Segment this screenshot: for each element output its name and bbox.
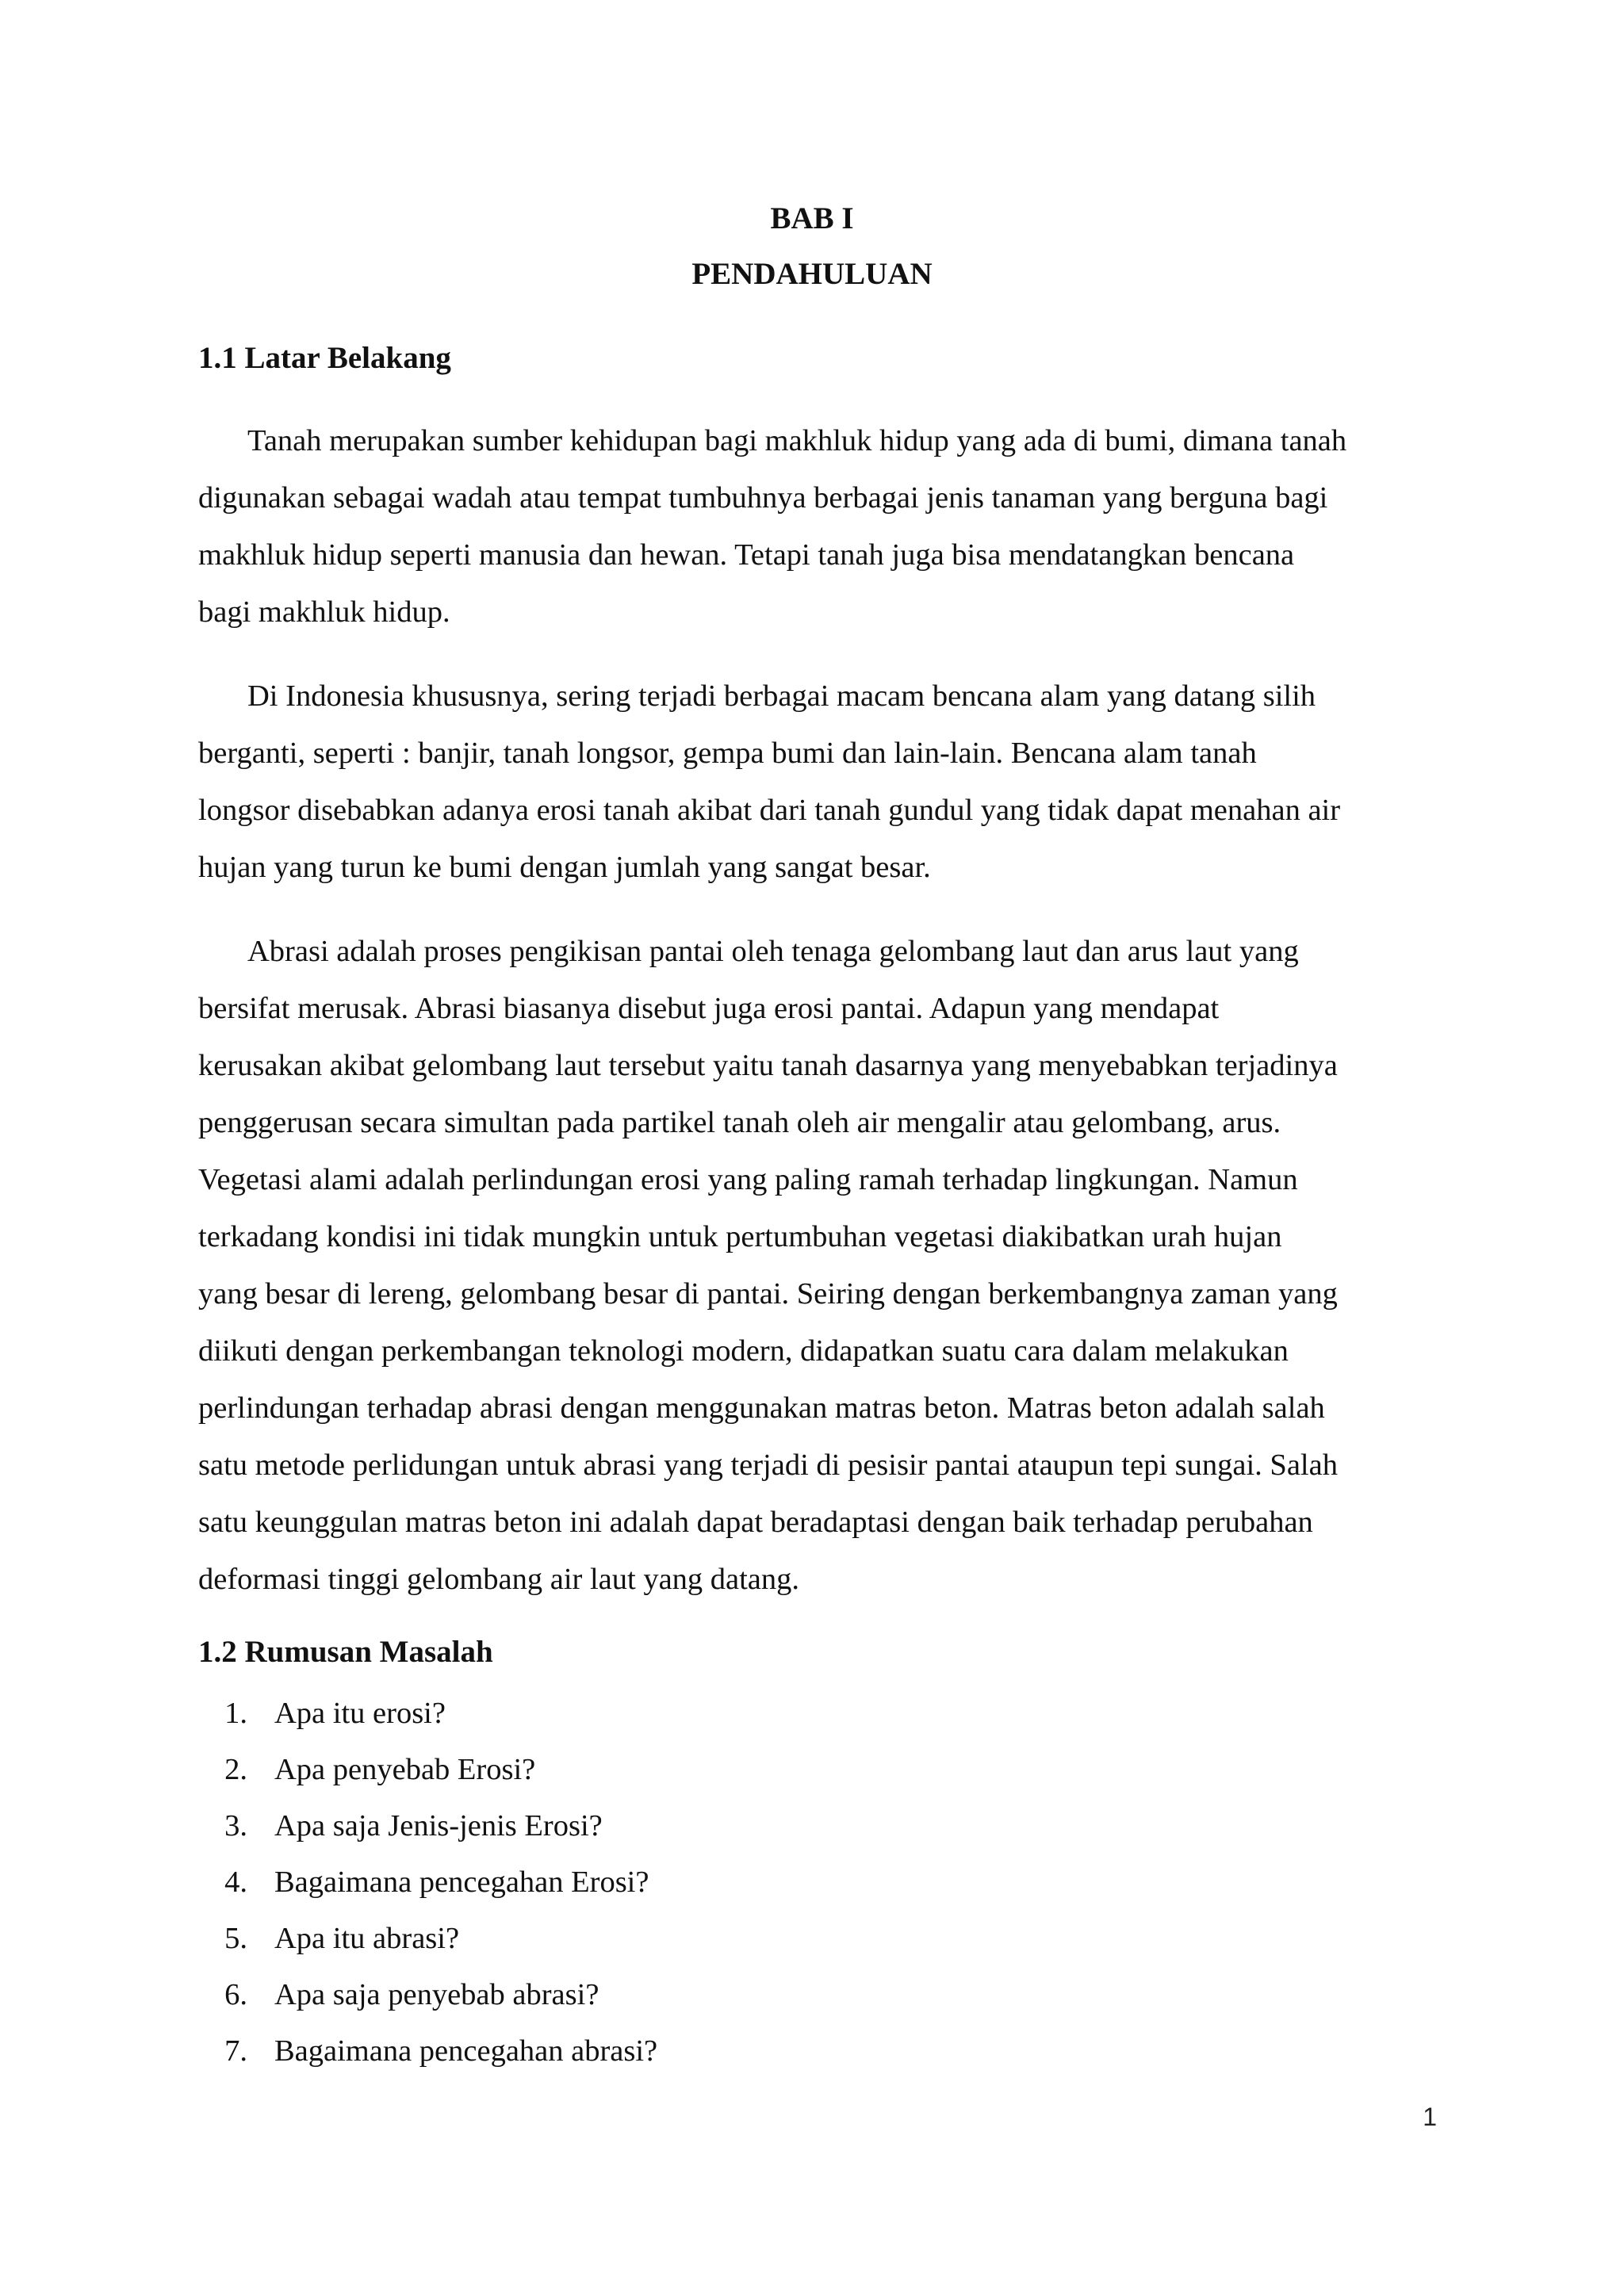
list-item-number: 1.: [224, 1697, 247, 1730]
paragraph-line: Tanah merupakan sumber kehidupan bagi makhluk hidup yang ada di bumi, dimana tanah: [247, 424, 1347, 457]
paragraph-line: longsor disebabkan adanya erosi tanah akibat dari tanah gundul yang tidak dapat menahan air: [198, 794, 1341, 827]
paragraph-line: kerusakan akibat gelombang laut tersebut yaitu tanah dasarnya yang menyebabkan terjadinya: [198, 1049, 1338, 1082]
list-item-text: Apa itu abrasi?: [274, 1922, 460, 1955]
paragraph-line: yang besar di lereng, gelombang besar di pantai. Seiring dengan berkembangnya zaman yang: [198, 1277, 1338, 1311]
paragraph-2: [198, 668, 1443, 896]
list-item-text: Apa saja penyebab abrasi?: [274, 1978, 599, 2011]
list-item-text: Bagaimana pencegahan Erosi?: [274, 1866, 649, 1899]
list-item-text: Bagaimana pencegahan abrasi?: [274, 2034, 658, 2068]
section-heading-latar-belakang: 1.1 Latar Belakang: [198, 341, 451, 375]
paragraph-line: Abrasi adalah proses pengikisan pantai oleh tenaga gelombang laut dan arus laut yang: [247, 935, 1299, 968]
paragraph-line: perlindungan terhadap abrasi dengan menggunakan matras beton. Matras beton adalah salah: [198, 1391, 1325, 1425]
list-item: [198, 1798, 657, 1854]
list-item: [198, 2023, 657, 2080]
paragraph-line: hujan yang turun ke bumi dengan jumlah yang sangat besar.: [198, 851, 931, 884]
paragraph-line: satu keunggulan matras beton ini adalah dapat beradaptasi dengan baik terhadap perubahan: [198, 1506, 1313, 1539]
paragraph-line: satu metode perlidungan untuk abrasi yang terjadi di pesisir pantai ataupun tepi sungai. Salah: [198, 1448, 1338, 1482]
list-item-text: Apa itu erosi?: [274, 1697, 446, 1730]
paragraph-3: [198, 923, 1443, 1608]
list-item: [198, 1742, 657, 1798]
paragraph-line: makhluk hidup seperti manusia dan hewan. Tetapi tanah juga bisa mendatangkan bencana: [198, 538, 1295, 572]
list-item-number: 7.: [224, 2034, 247, 2068]
paragraph-line: deformasi tinggi gelombang air laut yang datang.: [198, 1563, 800, 1596]
paragraph-line: Di Indonesia khususnya, sering terjadi berbagai macam bencana alam yang datang silih: [247, 679, 1316, 713]
page-number: 1: [1423, 2103, 1437, 2131]
list-item-number: 2.: [224, 1753, 247, 1786]
paragraph-line: terkadang kondisi ini tidak mungkin untuk pertumbuhan vegetasi diakibatkan urah hujan: [198, 1220, 1282, 1253]
chapter-number: BAB I: [770, 201, 854, 235]
chapter-title: PENDAHULUAN: [691, 257, 933, 291]
list-item: [198, 1911, 657, 1967]
list-item-number: 5.: [224, 1922, 247, 1955]
paragraph-line: penggerusan secara simultan pada partikel tanah oleh air mengalir atau gelombang, arus.: [198, 1106, 1281, 1139]
list-item-number: 3.: [224, 1809, 247, 1843]
paragraph-line: berganti, seperti : banjir, tanah longsor, gempa bumi dan lain-lain. Bencana alam tanah: [198, 737, 1257, 770]
paragraph-line: digunakan sebagai wadah atau tempat tumbuhnya berbagai jenis tanaman yang berguna bagi: [198, 481, 1328, 515]
list-item-text: Apa penyebab Erosi?: [274, 1753, 536, 1786]
list-item-number: 6.: [224, 1978, 247, 2011]
paragraph-line: bagi makhluk hidup.: [198, 595, 450, 629]
list-item-text: Apa saja Jenis-jenis Erosi?: [274, 1809, 603, 1843]
question-list: [198, 1686, 657, 2080]
list-item: [198, 1686, 657, 1742]
list-item-number: 4.: [224, 1866, 247, 1899]
paragraph-line: bersifat merusak. Abrasi biasanya disebut juga erosi pantai. Adapun yang mendapat: [198, 992, 1220, 1025]
list-item: [198, 1967, 657, 2023]
paragraph-line: diikuti dengan perkembangan teknologi modern, didapatkan suatu cara dalam melakukan: [198, 1334, 1289, 1368]
list-item: [198, 1854, 657, 1911]
paragraph-1: [198, 412, 1443, 641]
section-heading-rumusan-masalah: 1.2 Rumusan Masalah: [198, 1635, 493, 1669]
paragraph-line: Vegetasi alami adalah perlindungan erosi yang paling ramah terhadap lingkungan. Namun: [198, 1163, 1298, 1196]
